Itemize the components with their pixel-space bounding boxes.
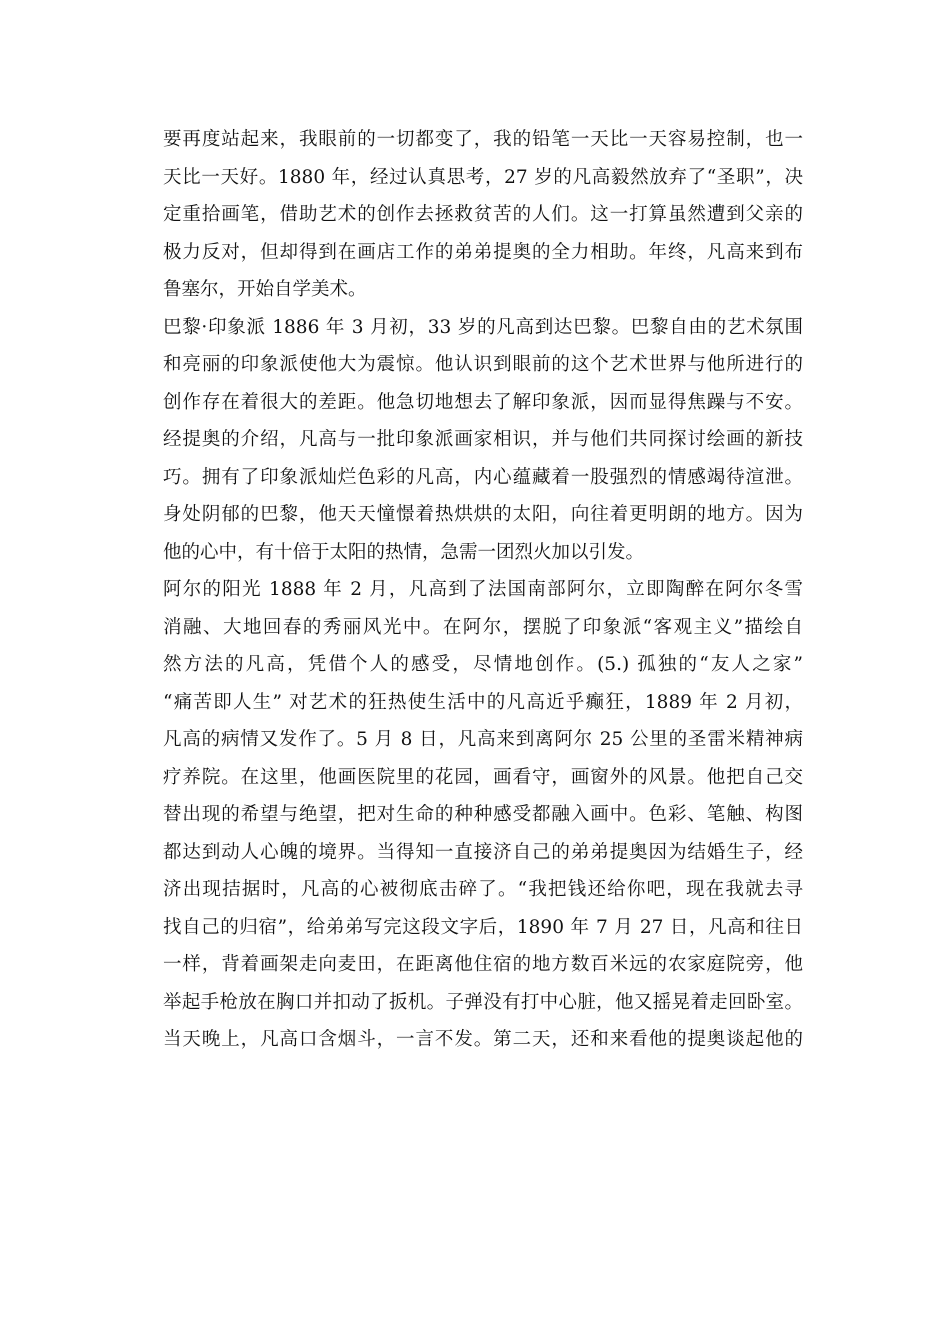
text-line: 一样，背着画架走向麦田，在距离他住宿的地方数百米远的农家庭院旁，他	[163, 954, 803, 975]
text-line: 经提奥的介绍，凡高与一批印象派画家相识，并与他们共同探讨绘画的新技	[163, 429, 803, 450]
text-line: 替出现的希望与绝望，把对生命的种种感受都融入画中。色彩、笔触、构图	[163, 804, 803, 825]
text-line: 极力反对，但却得到在画店工作的弟弟提奥的全力相助。年终，凡高来到布	[163, 241, 803, 263]
text-line: 济出现拮据时，凡高的心被彻底击碎了。“我把钱还给你吧，现在我就去寻	[163, 879, 803, 900]
text-line: 和亮丽的印象派使他大为震惊。他认识到眼前的这个艺术世界与他所进行的	[163, 354, 803, 375]
text-line: 定重拾画笔，借助艺术的创作去拯救贫苦的人们。这一打算虽然遭到父亲的	[163, 204, 803, 225]
text-line: 阿尔的阳光 1888 年 2 月，凡高到了法国南部阿尔，立即陶醉在阿尔冬雪	[163, 579, 803, 600]
text-line: 巴黎·印象派 1886 年 3 月初，33 岁的凡高到达巴黎。巴黎自由的艺术氛围	[163, 316, 803, 338]
text-line: 举起手枪放在胸口并扣动了扳机。子弹没有打中心脏，他又摇晃着走回卧室。	[163, 991, 803, 1013]
text-line: 他的心中，有十倍于太阳的热情，急需一团烈火加以引发。	[163, 541, 645, 563]
text-line: 找自己的归宿”，给弟弟写完这段文字后，1890 年 7 月 27 日，凡高和往日	[163, 916, 803, 938]
text-line: 巧。拥有了印象派灿烂色彩的凡高，内心蕴藏着一股强烈的情感竭待渲泄。	[163, 466, 803, 488]
text-line: 创作存在着很大的差距。他急切地想去了解印象派，因而显得焦躁与不安。	[163, 391, 803, 413]
body-text	[163, 121, 803, 1059]
text-line: 鲁塞尔，开始自学美术。	[163, 279, 367, 300]
text-line: 凡高的病情又发作了。5 月 8 日，凡高来到离阿尔 25 公里的圣雷米精神病	[163, 729, 803, 750]
text-line: 身处阴郁的巴黎，他天天憧憬着热烘烘的太阳，向往着更明朗的地方。因为	[163, 504, 803, 525]
text-line: 都达到动人心魄的境界。当得知一直接济自己的弟弟提奥因为结婚生子，经	[163, 841, 803, 863]
text-line: 消融、大地回春的秀丽风光中。在阿尔，摆脱了印象派“客观主义”描绘自	[163, 616, 803, 638]
text-line: 疗养院。在这里，他画医院里的花园，画看守，画窗外的风景。他把自己交	[163, 766, 803, 788]
text-line: 要再度站起来，我眼前的一切都变了，我的铅笔一天比一天容易控制，也一	[163, 129, 803, 150]
text-line: 然方法的凡高，凭借个人的感受，尽情地创作。(5.) 孤独的“友人之家”	[163, 654, 803, 675]
text-line: 天比一天好。1880 年，经过认真思考，27 岁的凡高毅然放弃了“圣职”，决	[163, 166, 803, 188]
text-line: “痛苦即人生” 对艺术的狂热使生活中的凡高近乎癫狂，1889 年 2 月初，	[163, 691, 803, 713]
text-line: 当天晚上，凡高口含烟斗，一言不发。第二天，还和来看他的提奥谈起他的	[163, 1029, 803, 1050]
